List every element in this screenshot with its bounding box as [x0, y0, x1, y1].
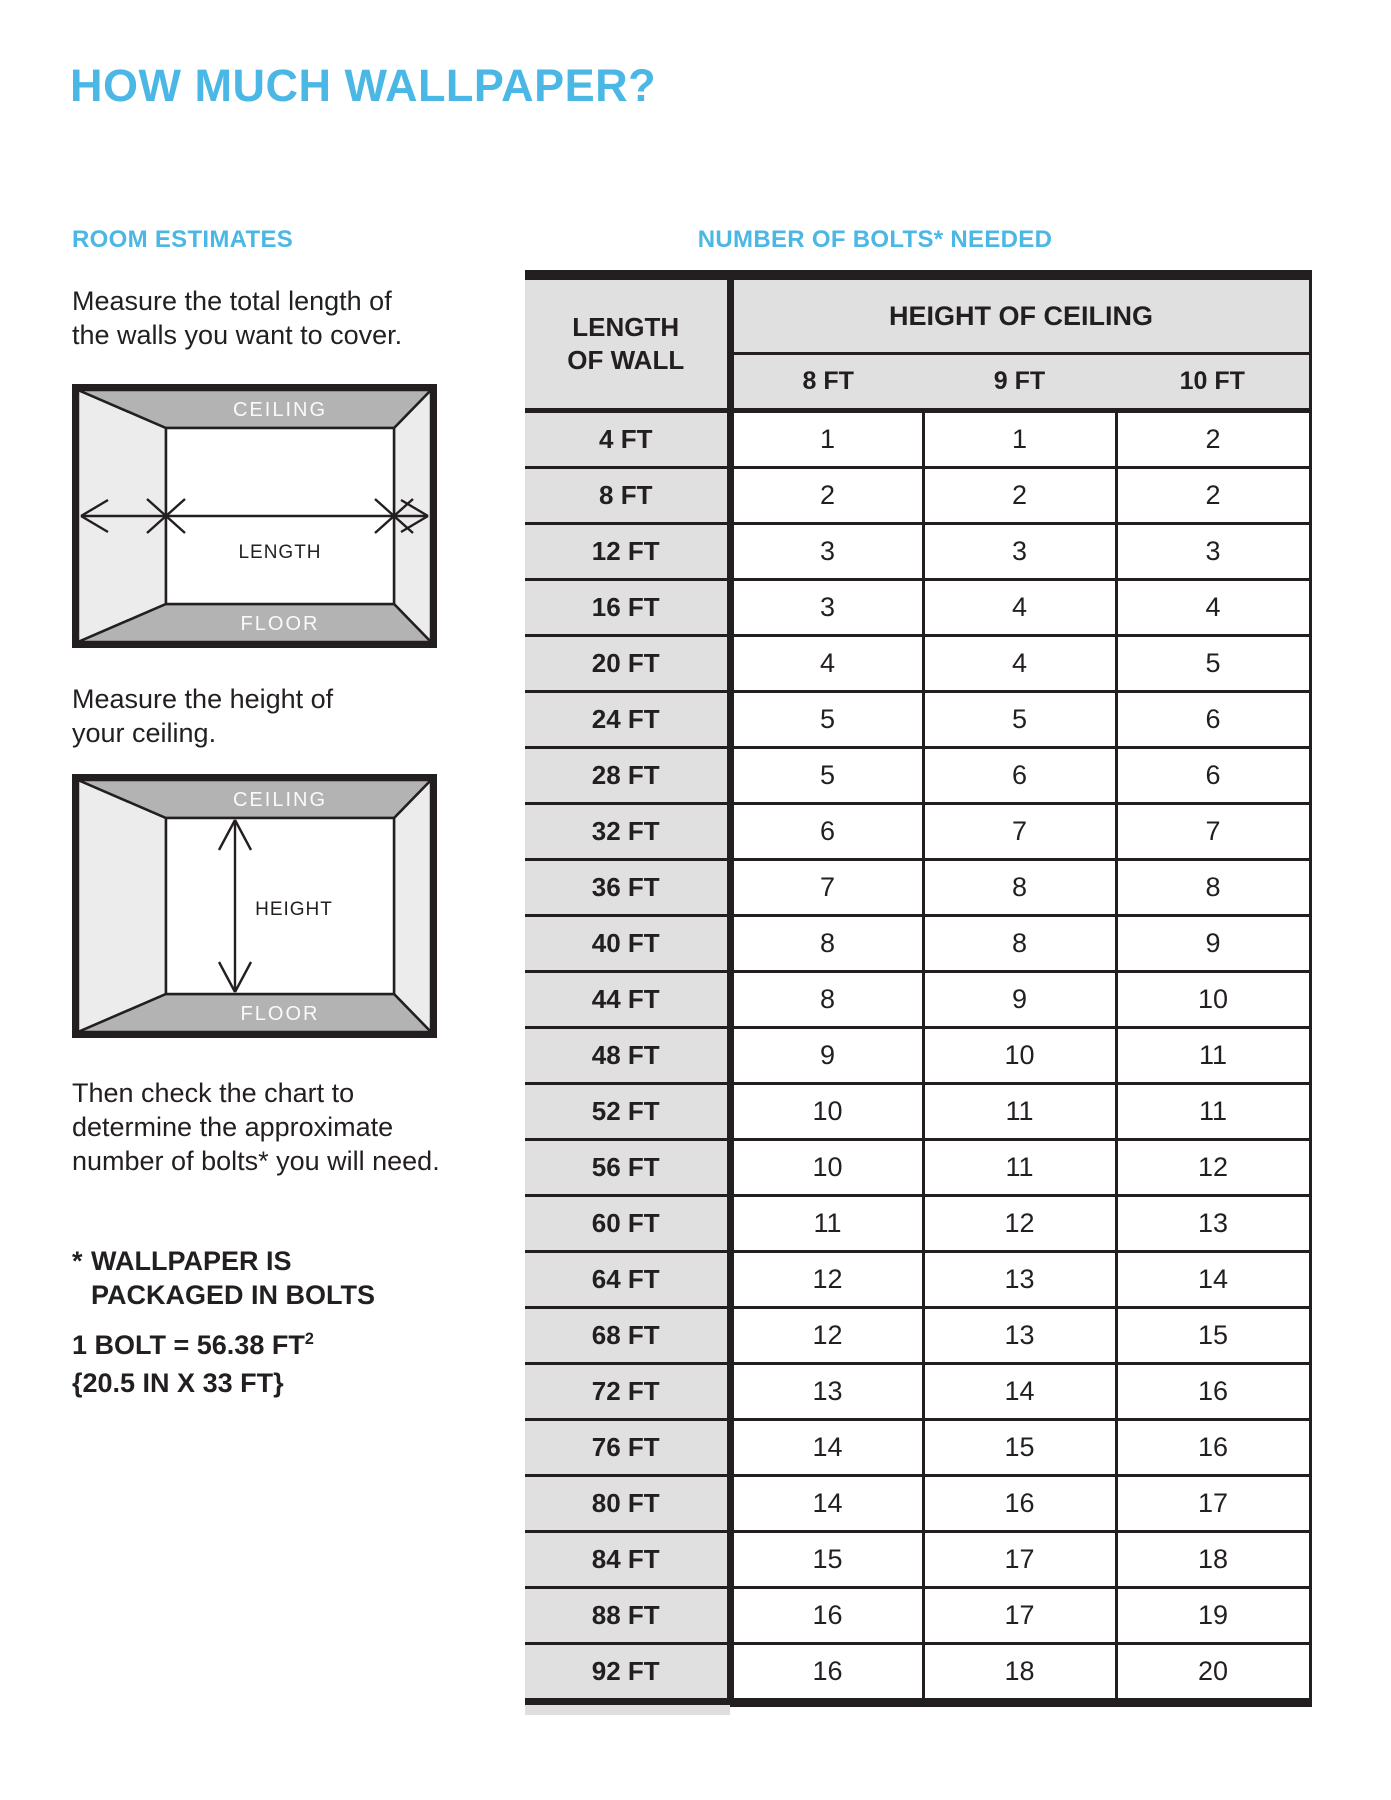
instruction-line: determine the approximate	[72, 1112, 394, 1142]
bolt-count-cell: 5	[730, 692, 923, 748]
bolt-size-info	[72, 1326, 314, 1402]
bolt-count-cell: 7	[730, 860, 923, 916]
bolt-count-cell: 12	[923, 1196, 1116, 1252]
table-row	[525, 1308, 1310, 1364]
wall-length-cell: 68 FT	[525, 1308, 730, 1364]
footnote-line: PACKAGED IN BOLTS	[91, 1280, 376, 1310]
instruction-line: Measure the total length of	[72, 286, 392, 316]
wall-length-cell: 72 FT	[525, 1364, 730, 1420]
asterisk-marker: *	[72, 1246, 83, 1276]
ceiling-height-header: 9 FT	[923, 354, 1116, 411]
wall-length-cell: 84 FT	[525, 1532, 730, 1588]
bolt-count-cell: 15	[923, 1420, 1116, 1476]
bolt-count-cell: 18	[923, 1644, 1116, 1703]
bolt-count-cell: 11	[1116, 1028, 1310, 1084]
bolt-count-cell: 2	[730, 468, 923, 524]
floor-label: FLOOR	[240, 613, 320, 635]
ceiling-height-header: 8 FT	[730, 354, 923, 411]
wall-length-cell: 12 FT	[525, 524, 730, 580]
page-title: HOW MUCH WALLPAPER?	[70, 60, 657, 111]
bolt-count-cell: 7	[1116, 804, 1310, 860]
bolt-count-cell: 4	[730, 636, 923, 692]
table-row	[525, 1140, 1310, 1196]
table-row	[525, 1196, 1310, 1252]
instruction-line: Then check the chart to	[72, 1078, 355, 1108]
room-height-diagram	[72, 774, 437, 1038]
bolt-count-cell: 9	[1116, 916, 1310, 972]
bolt-count-cell: 7	[923, 804, 1116, 860]
wall-length-cell: 52 FT	[525, 1084, 730, 1140]
table-row	[525, 580, 1310, 636]
bolt-count-cell: 12	[730, 1308, 923, 1364]
table-row	[525, 1364, 1310, 1420]
bolt-count-cell: 6	[730, 804, 923, 860]
wall-length-cell: 60 FT	[525, 1196, 730, 1252]
superscript-2: 2	[304, 1330, 314, 1348]
bolt-count-cell: 18	[1116, 1532, 1310, 1588]
bolt-count-cell: 5	[1116, 636, 1310, 692]
bolt-count-cell: 1	[923, 411, 1116, 468]
bolt-count-cell: 15	[730, 1532, 923, 1588]
table-row	[525, 972, 1310, 1028]
bolt-count-cell: 2	[1116, 468, 1310, 524]
bolt-count-cell: 4	[1116, 580, 1310, 636]
ceiling-label: CEILING	[232, 789, 328, 811]
length-of-wall-header	[525, 275, 730, 411]
bolts-table-container	[525, 270, 1312, 1707]
wall-length-cell: 36 FT	[525, 860, 730, 916]
bolt-count-cell: 13	[923, 1308, 1116, 1364]
instruction-line: Measure the height of	[72, 684, 334, 714]
bolt-count-cell: 11	[923, 1140, 1116, 1196]
table-row	[525, 1532, 1310, 1588]
table-row	[525, 1420, 1310, 1476]
bolt-count-cell: 17	[923, 1588, 1116, 1644]
table-row	[525, 468, 1310, 524]
bolts-footnote	[72, 1244, 375, 1312]
bolt-count-cell: 9	[730, 1028, 923, 1084]
table-row	[525, 804, 1310, 860]
room-length-diagram	[72, 384, 437, 648]
wall-length-cell: 80 FT	[525, 1476, 730, 1532]
table-row	[525, 860, 1310, 916]
bolt-count-cell: 6	[1116, 748, 1310, 804]
table-row	[525, 1252, 1310, 1308]
wall-length-cell: 20 FT	[525, 636, 730, 692]
bolt-count-cell: 20	[1116, 1644, 1310, 1703]
bolt-count-cell: 10	[923, 1028, 1116, 1084]
table-row	[525, 411, 1310, 468]
bolt-count-cell: 3	[1116, 524, 1310, 580]
measure-length-instruction	[72, 284, 402, 352]
bolt-count-cell: 15	[1116, 1308, 1310, 1364]
table-row	[525, 524, 1310, 580]
bolt-count-cell: 16	[1116, 1420, 1310, 1476]
bolt-count-cell: 10	[730, 1140, 923, 1196]
bolt-count-cell: 13	[730, 1364, 923, 1420]
bolt-count-cell: 17	[1116, 1476, 1310, 1532]
wall-length-cell: 28 FT	[525, 748, 730, 804]
table-row	[525, 1028, 1310, 1084]
bolt-count-cell: 8	[923, 860, 1116, 916]
floor-label: FLOOR	[240, 1003, 320, 1025]
bolt-count-cell: 10	[730, 1084, 923, 1140]
bolt-count-cell: 14	[923, 1364, 1116, 1420]
table-row	[525, 1084, 1310, 1140]
wall-length-cell: 8 FT	[525, 468, 730, 524]
left-column-gray-strip	[525, 1705, 730, 1715]
bolt-count-cell: 10	[1116, 972, 1310, 1028]
wall-length-cell: 4 FT	[525, 411, 730, 468]
bolts-needed-table	[525, 270, 1312, 1707]
bolt-count-cell: 8	[730, 916, 923, 972]
bolt-count-cell: 16	[923, 1476, 1116, 1532]
room-estimates-heading: ROOM ESTIMATES	[72, 226, 294, 253]
bolt-count-cell: 14	[730, 1476, 923, 1532]
table-row	[525, 916, 1310, 972]
bolt-count-cell: 3	[730, 580, 923, 636]
bolt-count-cell: 14	[1116, 1252, 1310, 1308]
bolt-count-cell: 13	[1116, 1196, 1310, 1252]
bolt-count-cell: 12	[730, 1252, 923, 1308]
header-line: OF WALL	[567, 345, 685, 375]
length-label: LENGTH	[238, 542, 322, 563]
measure-height-instruction	[72, 682, 333, 750]
bolt-count-cell: 2	[923, 468, 1116, 524]
bolt-count-cell: 13	[923, 1252, 1116, 1308]
table-row	[525, 636, 1310, 692]
wall-length-cell: 16 FT	[525, 580, 730, 636]
instruction-line: number of bolts* you will need.	[72, 1146, 440, 1176]
bolt-count-cell: 2	[1116, 411, 1310, 468]
header-line: LENGTH	[572, 312, 680, 342]
bolt-count-cell: 16	[730, 1644, 923, 1703]
ceiling-height-header: 10 FT	[1116, 354, 1310, 411]
wall-length-cell: 76 FT	[525, 1420, 730, 1476]
bolt-count-cell: 3	[730, 524, 923, 580]
bolt-equivalence: 1 BOLT = 56.38 $FT^2$	[72, 1330, 314, 1360]
instruction-line: the walls you want to cover.	[72, 320, 403, 350]
wall-length-cell: 88 FT	[525, 1588, 730, 1644]
bolt-count-cell: 11	[730, 1196, 923, 1252]
bolt-count-cell: 17	[923, 1532, 1116, 1588]
wall-length-cell: 24 FT	[525, 692, 730, 748]
wall-length-cell: 56 FT	[525, 1140, 730, 1196]
bolt-count-cell: 3	[923, 524, 1116, 580]
bolt-count-cell: 11	[1116, 1084, 1310, 1140]
table-row	[525, 1588, 1310, 1644]
bolt-count-cell: 14	[730, 1420, 923, 1476]
instruction-line: your ceiling.	[72, 718, 217, 748]
footnote-line: WALLPAPER IS	[91, 1246, 292, 1276]
table-row	[525, 1644, 1310, 1703]
bolt-count-cell: 8	[1116, 860, 1310, 916]
table-row	[525, 748, 1310, 804]
wall-length-cell: 64 FT	[525, 1252, 730, 1308]
wall-length-cell: 40 FT	[525, 916, 730, 972]
right-wall	[394, 780, 431, 1032]
bolt-count-cell: 8	[923, 916, 1116, 972]
bolt-count-cell: 12	[1116, 1140, 1310, 1196]
height-of-ceiling-header: HEIGHT OF CEILING	[730, 275, 1310, 354]
bolt-count-cell: 5	[923, 692, 1116, 748]
height-label: HEIGHT	[255, 899, 333, 920]
wall-length-cell: 32 FT	[525, 804, 730, 860]
bolt-dimensions: {20.5 IN X 33 FT}	[72, 1368, 284, 1398]
check-chart-instruction	[72, 1076, 440, 1178]
group-header-row	[525, 275, 1310, 354]
bolt-count-cell: 11	[923, 1084, 1116, 1140]
bolt-count-cell: 8	[730, 972, 923, 1028]
bolt-count-cell: 6	[1116, 692, 1310, 748]
bolt-count-cell: 9	[923, 972, 1116, 1028]
bolt-count-cell: 16	[1116, 1364, 1310, 1420]
wall-length-cell: 44 FT	[525, 972, 730, 1028]
left-wall	[78, 780, 166, 1032]
number-of-bolts-heading: NUMBER OF BOLTS* NEEDED	[697, 226, 1053, 253]
bolt-count-cell: 19	[1116, 1588, 1310, 1644]
bolt-count-cell: 5	[730, 748, 923, 804]
ceiling-label: CEILING	[232, 399, 328, 421]
wall-length-cell: 48 FT	[525, 1028, 730, 1084]
bolt-count-cell: 6	[923, 748, 1116, 804]
table-row	[525, 692, 1310, 748]
bolt-count-cell: 1	[730, 411, 923, 468]
table-row	[525, 1476, 1310, 1532]
bolt-count-cell: 4	[923, 636, 1116, 692]
bolt-count-cell: 4	[923, 580, 1116, 636]
wall-length-cell: 92 FT	[525, 1644, 730, 1703]
bolt-count-cell: 16	[730, 1588, 923, 1644]
